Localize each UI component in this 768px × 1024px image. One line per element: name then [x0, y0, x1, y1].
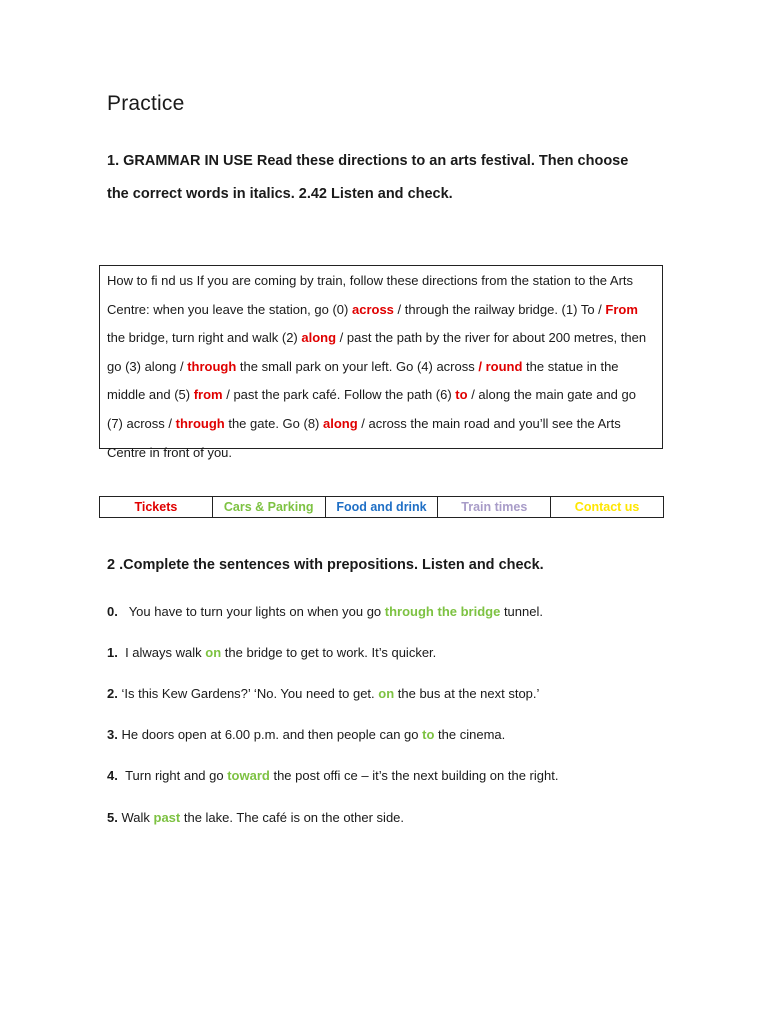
- sentence-number: 0.: [107, 604, 118, 619]
- nav-tab-tickets: Tickets: [100, 497, 213, 518]
- sentence-number: 1.: [107, 645, 118, 660]
- sentence-text: Walk: [121, 810, 154, 825]
- answer-highlight: from: [193, 387, 223, 403]
- sentence-answer: on: [205, 645, 222, 660]
- sentence-text: Turn right and go: [125, 768, 228, 783]
- sentence-number: 4.: [107, 768, 118, 783]
- sentence-2: [107, 686, 539, 701]
- answer-highlight: to: [455, 387, 468, 403]
- answer-highlight: through: [187, 358, 237, 374]
- answer-highlight: through: [175, 415, 225, 431]
- sentence-number: 2.: [107, 686, 118, 701]
- directions-passage-box: [99, 265, 663, 460]
- passage-text: / past the path by the river for about 200 metres, then go (3) along /: [107, 330, 647, 374]
- sentence-number: 5.: [107, 810, 118, 825]
- sentence-answer: through the bridge: [384, 604, 501, 619]
- sentence-text: the cinema.: [434, 727, 506, 742]
- exercise-1-line-2: the correct words in italics. 2.42 Listen and check.: [107, 186, 453, 202]
- passage-text: / past the park café. Follow the path (6): [222, 387, 456, 403]
- answer-highlight: across: [351, 301, 394, 317]
- exercise-1-instructions: [107, 145, 687, 211]
- passage-text: How to fi nd us If you are coming by train, follow these directions from the station to the Arts Centre: when you leave the station, go (0): [107, 273, 634, 317]
- sentence-text: ‘Is this Kew Gardens?’ ‘No. You need to get.: [121, 686, 379, 701]
- nav-tab-contact-us: Contact us: [551, 497, 664, 518]
- nav-tab-cars-parking: Cars & Parking: [212, 497, 325, 518]
- sentence-5: [107, 810, 404, 825]
- sentence-answer: to: [422, 727, 435, 742]
- passage-text: / through the railway bridge. (1) To /: [393, 301, 606, 317]
- sentence-text: You have to turn your lights on when you go: [128, 604, 385, 619]
- sentence-number: 3.: [107, 727, 118, 742]
- passage-text: / across the main road and you’ll see the Arts Centre in front of you.: [107, 415, 621, 460]
- passage-text: the small park on your left. Go (4) across: [236, 358, 479, 374]
- nav-tab-train-times: Train times: [438, 497, 551, 518]
- sentence-answer: past: [153, 810, 181, 825]
- nav-tab-food-drink: Food and drink: [325, 497, 438, 518]
- answer-highlight: along: [323, 415, 358, 431]
- exercise-1-line-1: 1. GRAMMAR IN USE Read these directions to an arts festival. Then choose: [107, 153, 629, 169]
- answer-highlight: along: [301, 330, 337, 346]
- sentence-0: [107, 604, 543, 619]
- sentence-answer: toward: [227, 768, 270, 783]
- sentence-answer: on: [378, 686, 395, 701]
- sentence-text: He doors open at 6.00 p.m. and then people can go: [121, 727, 423, 742]
- sentence-text: the bus at the next stop.’: [394, 686, 540, 701]
- navigation-table: [99, 496, 664, 518]
- page-title: Practice: [107, 92, 185, 115]
- sentence-4: [107, 768, 558, 783]
- sentence-text: the bridge to get to work. It’s quicker.: [221, 645, 437, 660]
- exercise-2-heading: 2 .Complete the sentences with prepositions. Listen and check.: [107, 557, 544, 573]
- passage-text: the statue in the middle and (5): [107, 358, 619, 403]
- sentence-text: the post offi ce – it’s the next building on the right.: [269, 768, 559, 783]
- sentence-text: I always walk: [125, 645, 206, 660]
- passage-text: the bridge, turn right and walk (2): [107, 330, 302, 346]
- answer-highlight: / round: [478, 358, 523, 374]
- sentence-1: [107, 645, 436, 660]
- sentence-text: tunnel.: [500, 604, 543, 619]
- sentence-3: [107, 727, 505, 742]
- answer-highlight: From: [605, 301, 638, 317]
- passage-text: / along the main gate and go (7) across /: [107, 387, 636, 431]
- passage-text: the gate. Go (8): [224, 415, 323, 431]
- sentence-text: the lake. The café is on the other side.: [180, 810, 405, 825]
